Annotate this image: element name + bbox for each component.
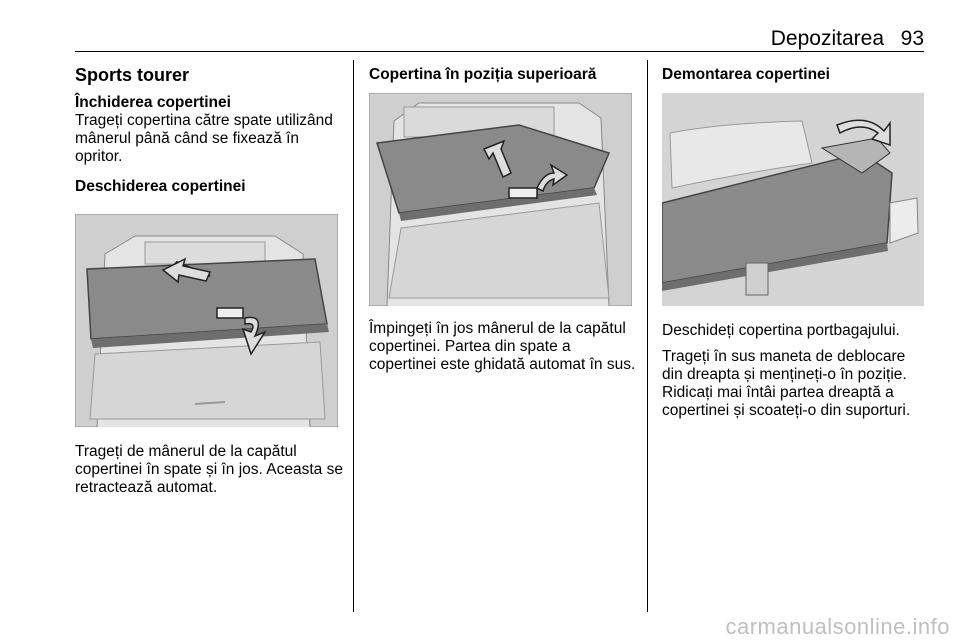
paragraph-upper-position: Împingeți în jos mânerul de la capătul copertinei. Partea din spate a copertinei este ghidată automat în sus. (369, 320, 636, 373)
illustration-removal (662, 93, 924, 306)
section-title: Depozitarea (770, 27, 884, 50)
subheading-closing: Închiderea copertinei (75, 94, 231, 111)
paragraph-opening: Trageți de mânerul de la capătul copertinei în spate și în jos. Aceasta se retractează automat. (75, 443, 343, 496)
column-3-bottom (662, 322, 924, 420)
illustration-opening-cover (75, 214, 338, 427)
column-divider-1 (353, 60, 354, 612)
column-1-bottom (75, 443, 345, 497)
column-2-bottom (369, 320, 637, 374)
column-2 (369, 66, 637, 84)
column-divider-2 (647, 60, 648, 612)
subheading-removal: Demontarea copertinei (662, 66, 830, 83)
page-number: 93 (900, 27, 924, 50)
illustration-upper-position (369, 93, 632, 306)
subheading-opening: Deschiderea copertinei (75, 178, 246, 195)
paragraph-removal-step1: Deschideți copertina portbagajului. (662, 322, 900, 339)
header-rule (75, 51, 924, 52)
paragraph-closing: Trageți copertina către spate utilizând mânerul până când se fixează în opritor. (75, 112, 333, 165)
subheading-upper-position: Copertina în poziția superioară (369, 66, 597, 83)
watermark: carmanualsonline.info (725, 614, 950, 639)
column-3 (662, 66, 924, 84)
paragraph-removal-step2: Trageți în sus maneta de deblocare din dreapta și mențineți-o în poziție. Ridicați mai întâi partea dreaptă a copertinei și scoateți-o din suporturi. (662, 348, 911, 419)
section-heading: Sports tourer (75, 65, 190, 85)
column-1 (75, 66, 345, 196)
